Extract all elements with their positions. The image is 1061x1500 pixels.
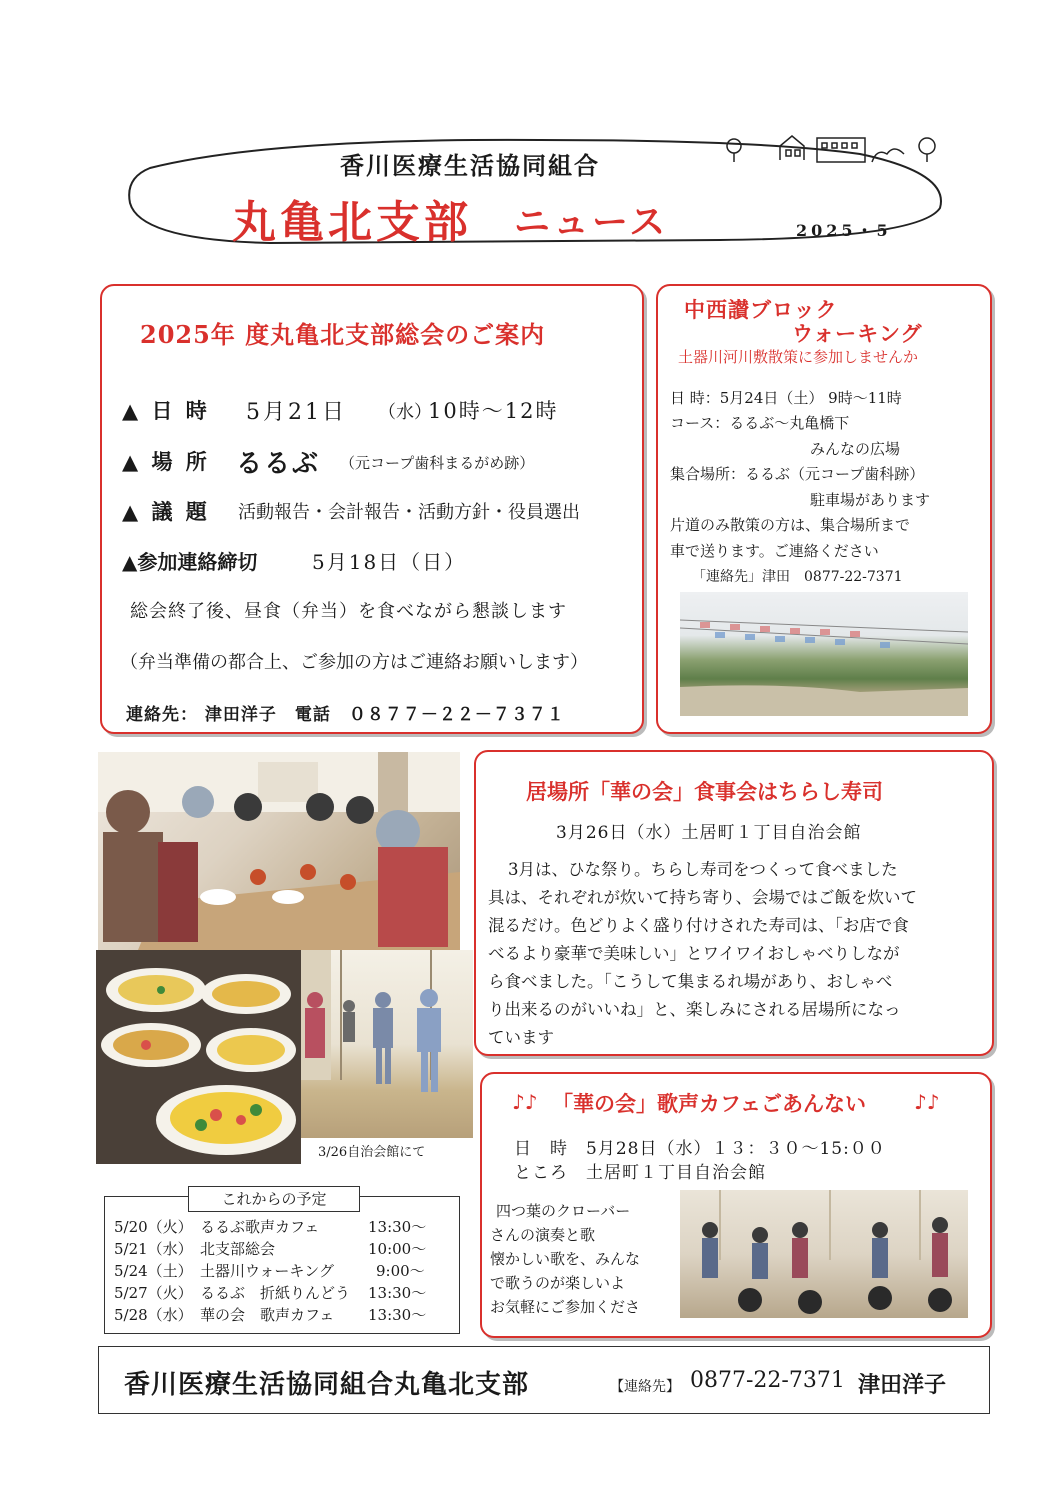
meeting-deadline-label: ▲参加連絡締切 bbox=[122, 550, 258, 574]
schedule-date: 5/27（火） bbox=[114, 1284, 193, 1302]
hananokai-meal-date: 3月26日（水）土居町１丁目自治会館 bbox=[556, 823, 862, 843]
schedule-item bbox=[114, 1216, 454, 1238]
hananokai-meal-text: ています bbox=[488, 1028, 554, 1047]
meeting-place-label: ▲ 場 所 bbox=[122, 449, 210, 474]
schedule-date: 5/28（水） bbox=[114, 1306, 193, 1324]
hananokai-meal-text: ら食べました。「こうして集まるれ場があり、おしゃべ bbox=[488, 972, 893, 991]
schedule-time: 13:30～ bbox=[368, 1218, 427, 1236]
schedule-time: 9:00～ bbox=[376, 1262, 425, 1280]
schedule-item bbox=[114, 1238, 454, 1260]
schedule-time: 13:30～ bbox=[368, 1306, 427, 1324]
schedule-date: 5/21（水） bbox=[114, 1240, 193, 1258]
music-notes-icon: ♪♪ bbox=[512, 1090, 538, 1114]
hananokai-meal-text: 具は、それぞれが炊いて持ち寄り、会場ではご飯を炊いて bbox=[488, 888, 917, 907]
schedule-date: 5/20（火） bbox=[114, 1218, 193, 1236]
footer-phone: 0877-22-7371 bbox=[690, 1368, 845, 1393]
meeting-place-value: るるぶ bbox=[236, 449, 321, 479]
meeting-date-label: ▲ 日 時 bbox=[122, 398, 210, 423]
hananokai-meal-text: 混るだけ。色どりよく盛り付けされた寿司は、「お店で食 bbox=[488, 916, 909, 935]
header-org: 香川医療生活協同組合 bbox=[340, 151, 600, 180]
schedule-list bbox=[114, 1216, 454, 1326]
meeting-weekday: （水） bbox=[378, 402, 432, 423]
meeting-time: 10時～12時 bbox=[428, 399, 559, 423]
hananokai-meal-text: り出来るのがいいね」と、楽しみにされる居場所になっ bbox=[488, 1000, 901, 1019]
walking-line: コース：るるぶ～丸亀橋下 bbox=[670, 414, 850, 432]
singing-cafe-title: 「華の会」歌声カフェごあんない bbox=[552, 1091, 866, 1116]
walking-line: 集合場所：るるぶ（元コープ歯科跡） bbox=[670, 465, 925, 483]
meeting-agenda-label: ▲ 議 題 bbox=[122, 499, 210, 524]
general-meeting-title: 2025年 度丸亀北支部総会のご案内 bbox=[140, 320, 546, 349]
walking-line: みんなの広場 bbox=[810, 440, 901, 458]
singing-cafe-text: 四つ葉のクローバー bbox=[496, 1202, 631, 1220]
walking-subtitle: 土器川河川敷散策に参加しませんか bbox=[678, 348, 919, 366]
footer-org: 香川医療生活協同組合丸亀北支部 bbox=[124, 1370, 530, 1400]
singing-cafe-place: ところ 土居町１丁目自治会館 bbox=[514, 1163, 766, 1183]
schedule-event: 北支部総会 bbox=[200, 1240, 276, 1258]
header-title-news: ニュース bbox=[514, 201, 669, 243]
schedule-event: 華の会 歌声カフェ bbox=[200, 1306, 335, 1324]
schedule-item bbox=[114, 1304, 454, 1326]
footer-contact-label: 【連絡先】 bbox=[610, 1379, 680, 1395]
header-title: 丸亀北支部 bbox=[232, 197, 472, 248]
schedule-time: 13:30～ bbox=[368, 1284, 427, 1302]
meeting-lunch-note: 総会終了後、昼食（弁当）を食べながら懇談します bbox=[130, 601, 567, 622]
singing-cafe-text: さんの演奏と歌 bbox=[490, 1226, 596, 1244]
singing-cafe-text: 懐かしい歌を、みんな bbox=[490, 1250, 641, 1268]
town-skyline-icon bbox=[722, 128, 952, 168]
music-notes-icon: ♪♪ bbox=[914, 1090, 940, 1114]
hananokai-meal-title: 居場所「華の会」食事会はちらし寿司 bbox=[526, 779, 883, 804]
hananokai-meal-text: べるより豪華で美味しい」とワイワイおしゃべりしなが bbox=[488, 944, 900, 963]
meeting-bento-note: （弁当準備の都合上、ご参加の方はご連絡お願いします） bbox=[120, 652, 588, 673]
riverbank-koinobori-photo bbox=[680, 592, 968, 716]
schedule-date: 5/24（土） bbox=[114, 1262, 193, 1280]
meeting-contact: 連絡先： 津田洋子 電話 ０８７７－２２－７３７１ bbox=[126, 705, 565, 725]
meeting-date-value: 5月21日 bbox=[246, 400, 347, 425]
singing-cafe-text: お気軽にご参加くださ bbox=[490, 1298, 641, 1316]
singing-cafe-date: 日 時 5月28日（水）１３：３０～15:００ bbox=[514, 1139, 886, 1159]
walking-line: 駐車場があります bbox=[810, 491, 931, 509]
header-date: 2025・5 bbox=[796, 221, 892, 240]
meeting-agenda-value: 活動報告・会計報告・活動方針・役員選出 bbox=[238, 502, 580, 523]
walking-line: 車で送ります。ご連絡ください bbox=[670, 542, 879, 560]
walking-title-1: 中西讃ブロック bbox=[684, 297, 838, 322]
walking-line: 「連絡先」津田 0877-22-7371 bbox=[692, 569, 903, 585]
walking-title-2: ウォーキング bbox=[792, 321, 923, 346]
walking-line: 日 時：5月24日（土） 9時～11時 bbox=[670, 389, 902, 407]
singing-cafe-text: で歌うのが楽しいよ bbox=[490, 1274, 626, 1292]
photo-caption: 3/26自治会館にて bbox=[318, 1145, 426, 1160]
meal-group-photo bbox=[98, 752, 460, 950]
footer-name: 津田洋子 bbox=[858, 1372, 947, 1398]
singing-cafe-photo bbox=[680, 1190, 968, 1318]
meeting-deadline-value: 5月18日（日） bbox=[312, 550, 467, 574]
hall-people-photo bbox=[301, 950, 473, 1138]
chirashi-sushi-photo bbox=[96, 950, 301, 1164]
schedule-event: るるぶ歌声カフェ bbox=[200, 1218, 320, 1236]
schedule-item bbox=[114, 1260, 454, 1282]
schedule-item bbox=[114, 1282, 454, 1304]
walking-line: 片道のみ散策の方は、集合場所まで bbox=[670, 516, 911, 534]
schedule-time: 10:00～ bbox=[368, 1240, 427, 1258]
schedule-event: るるぶ 折紙りんどう bbox=[200, 1284, 351, 1302]
hananokai-meal-text: 3月は、ひな祭り。ちらし寿司をつくって食べました bbox=[508, 860, 898, 879]
meeting-place-note: （元コープ歯科まるがめ跡） bbox=[340, 454, 535, 472]
schedule-title: これからの予定 bbox=[188, 1186, 360, 1212]
schedule-event: 土器川ウォーキング bbox=[200, 1262, 334, 1280]
